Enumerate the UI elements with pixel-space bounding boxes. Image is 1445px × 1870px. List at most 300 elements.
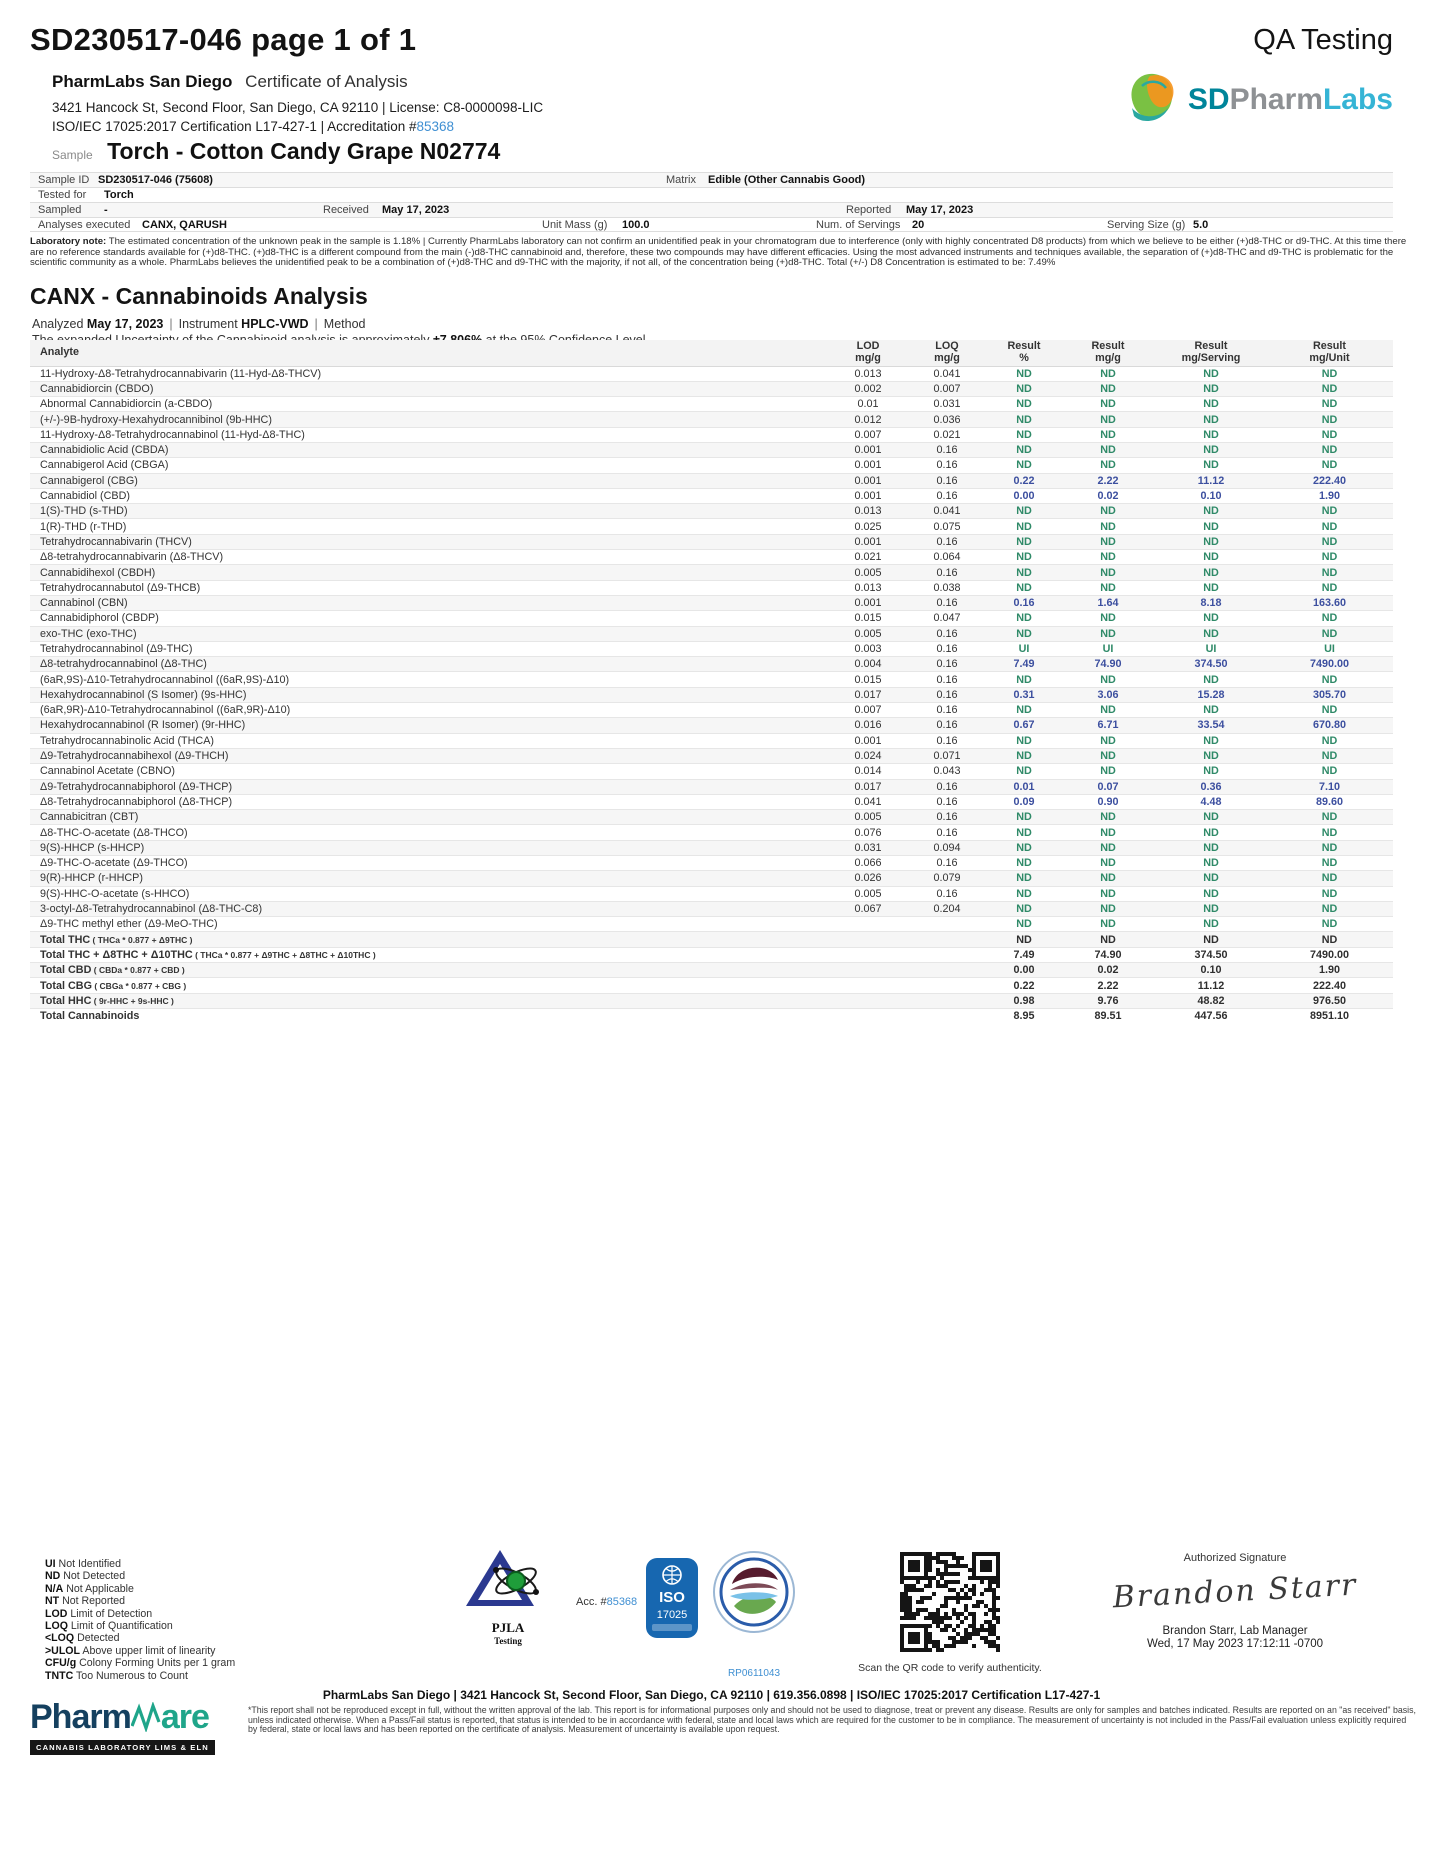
table-body	[30, 366, 1393, 1024]
analyte-result-value: ND	[1156, 397, 1266, 412]
analyte-result-value: ND	[988, 840, 1060, 855]
analyte-row	[30, 794, 1393, 809]
analyte-result-value: ND	[1060, 611, 1156, 626]
analyte-name: Cannabidihexol (CBDH)	[30, 565, 830, 580]
analyte-limit-value: 0.013	[830, 366, 906, 381]
analyte-result-value: 7490.00	[1266, 947, 1393, 962]
pharmware-part1: Pharm	[30, 1698, 131, 1736]
column-header: LOQ mg/g	[906, 340, 988, 366]
analyte-row	[30, 412, 1393, 427]
analyte-limit-value: 0.017	[830, 779, 906, 794]
analyte-result-value: ND	[988, 932, 1060, 947]
analyte-result-value: 374.50	[1156, 947, 1266, 962]
analyte-result-value: ND	[1266, 519, 1393, 534]
analyte-result-value: ND	[1266, 672, 1393, 687]
analyte-result-value: ND	[988, 381, 1060, 396]
analyte-name: Δ9-Tetrahydrocannabihexol (Δ9-THCH)	[30, 748, 830, 763]
analyte-result-value: UI	[988, 641, 1060, 656]
analyte-limit-value: 0.16	[906, 687, 988, 702]
svg-text:ISO: ISO	[659, 1589, 685, 1606]
analyte-result-value: ND	[1060, 840, 1156, 855]
analyte-result-value: ND	[1156, 764, 1266, 779]
analyte-row	[30, 458, 1393, 473]
analyte-result-value: ND	[1266, 764, 1393, 779]
reported-label: Reported	[846, 204, 892, 216]
analyte-name: Total THC + Δ8THC + Δ10THC ( THCa * 0.877 + Δ9THC + Δ8THC + Δ10THC )	[30, 947, 830, 962]
signer-name: Brandon Starr, Lab Manager	[1162, 1625, 1308, 1637]
analyte-result-value: ND	[1060, 565, 1156, 580]
pjla-triangle-atom-icon	[466, 1601, 550, 1618]
analyte-result-value: ND	[988, 366, 1060, 381]
analyte-limit-value: 0.001	[830, 458, 906, 473]
analyte-row	[30, 427, 1393, 442]
analyte-limit-value: 0.005	[830, 886, 906, 901]
analyte-result-value: 0.10	[1156, 488, 1266, 503]
received-label: Received	[323, 204, 369, 216]
analyte-row	[30, 718, 1393, 733]
analyte-result-value: 1.90	[1266, 963, 1393, 978]
reported-value: May 17, 2023	[906, 204, 974, 216]
analyte-limit-value	[830, 978, 906, 993]
analyte-result-value: 0.36	[1156, 779, 1266, 794]
analyte-limit-value: 0.16	[906, 641, 988, 656]
analyte-result-value: ND	[988, 580, 1060, 595]
analyte-result-value: ND	[988, 886, 1060, 901]
analyte-result-value: ND	[1266, 917, 1393, 932]
qa-testing-title: QA Testing	[1253, 24, 1393, 56]
analyte-limit-value: 0.16	[906, 657, 988, 672]
analyte-result-value: UI	[1156, 641, 1266, 656]
analyte-limit-value	[906, 932, 988, 947]
qr-caption: Scan the QR code to verify authenticity.	[858, 1662, 1042, 1674]
pharmware-wave-icon	[131, 1702, 161, 1737]
analyte-result-value: ND	[1060, 733, 1156, 748]
analyte-result-value: ND	[1060, 825, 1156, 840]
analyte-name: Cannabinol (CBN)	[30, 595, 830, 610]
analyte-result-value: 305.70	[1266, 687, 1393, 702]
analyte-result-value: ND	[988, 504, 1060, 519]
analyte-result-value: ND	[988, 550, 1060, 565]
analyte-limit-value: 0.16	[906, 825, 988, 840]
analyte-limit-value: 0.16	[906, 458, 988, 473]
analyte-limit-value: 0.015	[830, 672, 906, 687]
analyte-name: Hexahydrocannabinol (R Isomer) (9r-HHC)	[30, 718, 830, 733]
analyte-result-value: 670.80	[1266, 718, 1393, 733]
analyte-limit-value: 0.001	[830, 473, 906, 488]
analyte-name: Tetrahydrocannabutol (Δ9-THCB)	[30, 580, 830, 595]
analyte-result-value: ND	[1156, 442, 1266, 457]
analyte-row	[30, 595, 1393, 610]
analyte-limit-value: 0.043	[906, 764, 988, 779]
analyte-name: (+/-)-9B-hydroxy-Hexahydrocannibinol (9b-HHC)	[30, 412, 830, 427]
tested-for-label: Tested for	[38, 189, 87, 201]
analyte-result-value: ND	[1156, 611, 1266, 626]
pharmware-logo	[30, 1698, 240, 1755]
analyte-result-value: UI	[1266, 641, 1393, 656]
analyte-result-value: ND	[1060, 856, 1156, 871]
analyte-result-value: 2.22	[1060, 978, 1156, 993]
analyte-limit-value: 0.013	[830, 580, 906, 595]
analyte-limit-value: 0.079	[906, 871, 988, 886]
analyte-result-value: 3.06	[1060, 687, 1156, 702]
analyte-row	[30, 657, 1393, 672]
sdpharmlabs-logo	[1120, 66, 1393, 133]
analyte-result-value: ND	[988, 611, 1060, 626]
footer-contact-line: PharmLabs San Diego | 3421 Hancock St, Second Floor, San Diego, CA 92110 | 619.356.0898 | ISO/IEC 17025:2017 Certification L17-427-1	[322, 1688, 1101, 1702]
analyte-name: Total CBD ( CBDa * 0.877 + CBD )	[30, 963, 830, 978]
analyte-limit-value: 0.001	[830, 733, 906, 748]
legend-item: CFU/g Colony Forming Units per 1 gram	[45, 1657, 236, 1670]
servings-value: 20	[912, 219, 925, 231]
analyte-result-value: ND	[1156, 580, 1266, 595]
analyte-result-value: ND	[1060, 764, 1156, 779]
analyte-result-value: 7490.00	[1266, 657, 1393, 672]
laboratory-note-text: The estimated concentration of the unknown peak in the sample is 1.18% | Currently PharmLabs laboratory can not confirm an unidentified peak in your chromatogram due to interference (only with highly concentrated D8 products) from which we believe to be either (+)d8-THC or d9-THC. At this time there are no reference standards available for (+)d8-THC. (+)d8-THC is a different compound from the main (-)d8-THC cannabinoid and, therefore, these two compounds may have different efficacies. Using the most advanced instruments and techniques available, the separation of (+)d8-THC and d9-THC is problematic for the scientific community as a whole. PharmLabs believes the unidentified peak to be a combination of (+)d8-THC and d9-THC with the majority, if not all, of the concentration being (+)d8-THC. Total (+/-) D8 Concentration is estimated to be: 7.49%	[30, 236, 1407, 269]
analyte-result-value: 1.90	[1266, 488, 1393, 503]
analyte-row	[30, 871, 1393, 886]
matrix-label: Matrix	[666, 174, 696, 186]
analyte-limit-value	[906, 947, 988, 962]
analyte-name: Total CBG ( CBGa * 0.877 + CBG )	[30, 978, 830, 993]
analyte-result-value: ND	[988, 458, 1060, 473]
analyte-limit-value: 0.041	[906, 504, 988, 519]
analyte-result-value: ND	[1156, 856, 1266, 871]
analyte-limit-value: 0.16	[906, 442, 988, 457]
dea-round-logo-icon	[712, 1550, 796, 1639]
analyte-limit-value: 0.16	[906, 718, 988, 733]
analyte-name: Total THC ( THCa * 0.877 + Δ9THC )	[30, 932, 830, 947]
analyte-row	[30, 580, 1393, 595]
analyte-limit-value	[830, 1008, 906, 1023]
analyses-value: CANX, QARUSH	[142, 219, 227, 231]
analyte-result-value: ND	[1266, 397, 1393, 412]
analyte-row	[30, 1008, 1393, 1023]
analyte-result-value: ND	[988, 825, 1060, 840]
analyte-row	[30, 810, 1393, 825]
analyte-result-value: 6.71	[1060, 718, 1156, 733]
analyte-limit-value: 0.007	[906, 381, 988, 396]
analyte-result-value: ND	[1266, 810, 1393, 825]
analyte-limit-value: 0.005	[830, 626, 906, 641]
lab-address	[52, 98, 543, 136]
tested-for-value: Torch	[104, 189, 134, 201]
pharmware-tagline: CANNABIS LABORATORY LIMS & ELN	[30, 1740, 215, 1755]
legend-item: <LOQ Detected	[45, 1632, 120, 1645]
analyte-result-value: UI	[1060, 641, 1156, 656]
analyte-limit-value: 0.025	[830, 519, 906, 534]
analyte-limit-value: 0.075	[906, 519, 988, 534]
analyte-limit-value	[906, 963, 988, 978]
abbreviation-legend	[45, 1558, 235, 1682]
analyte-name: Hexahydrocannabinol (S Isomer) (9s-HHC)	[30, 687, 830, 702]
analyte-result-value: ND	[1156, 917, 1266, 932]
analyte-name: (6aR,9R)-Δ10-Tetrahydrocannabinol ((6aR,9R)-Δ10)	[30, 703, 830, 718]
analyte-limit-value	[906, 978, 988, 993]
sdpharmlabs-logo-icon	[1120, 66, 1182, 133]
analyte-result-value: ND	[988, 427, 1060, 442]
analyte-row	[30, 840, 1393, 855]
analyte-result-value: ND	[1060, 427, 1156, 442]
lab-header	[52, 72, 408, 92]
analyte-limit-value: 0.01	[830, 397, 906, 412]
analyte-result-value: ND	[1266, 381, 1393, 396]
sampled-label: Sampled	[38, 204, 82, 216]
analyte-result-value: 8951.10	[1266, 1008, 1393, 1023]
pjla-sub: Testing	[494, 1636, 522, 1646]
analyte-result-value: ND	[1156, 381, 1266, 396]
analyte-limit-value	[830, 963, 906, 978]
analyte-limit-value: 0.036	[906, 412, 988, 427]
authorized-signature-label: Authorized Signature	[1183, 1552, 1287, 1564]
analyte-result-value: ND	[1060, 397, 1156, 412]
rp-number: RP0611043	[727, 1668, 781, 1679]
acc-number: 85368	[606, 1596, 638, 1608]
analyte-name: Cannabidiphorol (CBDP)	[30, 611, 830, 626]
analyte-name: Cannabidiorcin (CBDO)	[30, 381, 830, 396]
acc-prefix: Acc. #	[576, 1596, 607, 1608]
analyte-result-value: ND	[988, 672, 1060, 687]
serving-size-value: 5.0	[1193, 219, 1209, 231]
analyte-limit-value: 0.047	[906, 611, 988, 626]
column-header: Result mg/g	[1060, 340, 1156, 366]
analyte-limit-value: 0.066	[830, 856, 906, 871]
analyte-result-value: 0.98	[988, 993, 1060, 1008]
analyte-limit-value: 0.007	[830, 427, 906, 442]
analyses-label: Analyses executed	[38, 219, 131, 231]
address-line-1: 3421 Hancock St, Second Floor, San Diego, CA 92110 | License: C8-0000098-LIC	[52, 100, 544, 115]
serving-size-label: Serving Size (g)	[1107, 219, 1186, 231]
analyte-limit-value: 0.16	[906, 473, 988, 488]
sample-header	[52, 138, 500, 165]
analyte-result-value: 4.48	[1156, 794, 1266, 809]
iso-17025-badge-icon	[646, 1558, 698, 1643]
signature: Brandon Starr	[1111, 1567, 1359, 1616]
analyte-result-value: ND	[1266, 932, 1393, 947]
analyte-result-value: ND	[1266, 412, 1393, 427]
analyte-limit-value: 0.014	[830, 764, 906, 779]
legend-item: UI Not Identified	[45, 1558, 121, 1570]
analyte-result-value: ND	[988, 397, 1060, 412]
analyte-result-value: ND	[1060, 703, 1156, 718]
analyte-limit-value: 0.004	[830, 657, 906, 672]
analyte-result-value: ND	[1156, 427, 1266, 442]
analyte-limit-value: 0.016	[830, 718, 906, 733]
analyte-result-value: ND	[1060, 458, 1156, 473]
analyte-row	[30, 473, 1393, 488]
analyte-limit-value	[830, 932, 906, 947]
svg-text:17025: 17025	[656, 1609, 688, 1621]
analyte-name: Δ9-Tetrahydrocannabiphorol (Δ9-THCP)	[30, 779, 830, 794]
analyte-result-value: 0.22	[988, 978, 1060, 993]
logo-sd-text: SD	[1187, 82, 1230, 116]
meta-row-sample-id	[30, 172, 1393, 187]
analyte-name: 9(S)-HHCP (s-HHCP)	[30, 840, 830, 855]
analyte-result-value: 7.10	[1266, 779, 1393, 794]
analyte-row	[30, 856, 1393, 871]
cannabinoids-table	[30, 340, 1393, 1024]
analyte-result-value: ND	[988, 764, 1060, 779]
analyte-result-value: ND	[1156, 458, 1266, 473]
analyte-row	[30, 886, 1393, 901]
sample-label: Sample	[52, 148, 93, 162]
logo-labs-text: Labs	[1322, 82, 1393, 116]
analyte-limit-value: 0.16	[906, 534, 988, 549]
analyte-result-value: ND	[988, 519, 1060, 534]
analyte-result-value: ND	[1266, 442, 1393, 457]
analyte-limit-value: 0.16	[906, 810, 988, 825]
analyte-result-value: ND	[1060, 381, 1156, 396]
analyte-result-value: ND	[988, 748, 1060, 763]
analyte-result-value: 11.12	[1156, 978, 1266, 993]
analyte-limit-value: 0.16	[906, 565, 988, 580]
analyte-result-value: 89.60	[1266, 794, 1393, 809]
analyte-limit-value: 0.005	[830, 810, 906, 825]
analyte-result-value: 0.22	[988, 473, 1060, 488]
report-id-title: SD230517-046 page 1 of 1	[30, 22, 417, 57]
analyte-result-value: 976.50	[1266, 993, 1393, 1008]
analyte-name: 11-Hydroxy-Δ8-Tetrahydrocannabinol (11-Hyd-Δ8-THC)	[30, 427, 830, 442]
analyte-result-value: ND	[1060, 917, 1156, 932]
analyte-result-value: 0.00	[988, 963, 1060, 978]
analyte-result-value: 74.90	[1060, 947, 1156, 962]
analyte-row	[30, 703, 1393, 718]
laboratory-note	[30, 237, 1420, 269]
analyte-result-value: 163.60	[1266, 595, 1393, 610]
analyte-name: Δ9-THC-O-acetate (Δ9-THCO)	[30, 856, 830, 871]
instrument-value: HPLC-VWD	[241, 317, 309, 331]
analyte-limit-value: 0.015	[830, 611, 906, 626]
analyte-result-value: 0.10	[1156, 963, 1266, 978]
analyte-limit-value: 0.013	[830, 504, 906, 519]
legend-item: TNTC Too Numerous to Count	[45, 1669, 188, 1682]
analyte-limit-value: 0.021	[906, 427, 988, 442]
analyte-result-value: ND	[1156, 550, 1266, 565]
analyte-result-value: ND	[1156, 672, 1266, 687]
analyte-name: Δ8-THC-O-acetate (Δ8-THCO)	[30, 825, 830, 840]
analyte-name: Cannabidiol (CBD)	[30, 488, 830, 503]
analyte-result-value: ND	[1266, 550, 1393, 565]
analyte-row	[30, 641, 1393, 656]
analyte-result-value: ND	[1266, 748, 1393, 763]
analyte-result-value: ND	[1266, 580, 1393, 595]
analyte-result-value: ND	[1156, 901, 1266, 916]
analyte-result-value: ND	[1156, 886, 1266, 901]
analyte-result-value: ND	[1156, 366, 1266, 381]
analyte-row	[30, 366, 1393, 381]
analyte-result-value: ND	[1060, 871, 1156, 886]
analyte-limit-value: 0.001	[830, 442, 906, 457]
analyte-name: Cannabigerol Acid (CBGA)	[30, 458, 830, 473]
analyte-result-value: ND	[1266, 901, 1393, 916]
analyte-name: 11-Hydroxy-Δ8-Tetrahydrocannabivarin (11-Hyd-Δ8-THCV)	[30, 366, 830, 381]
analyte-result-value: ND	[1156, 534, 1266, 549]
analyte-result-value: 0.67	[988, 718, 1060, 733]
analyte-result-value: 48.82	[1156, 993, 1266, 1008]
pjla-accreditation	[576, 1596, 637, 1608]
analyte-result-value: ND	[988, 626, 1060, 641]
analyte-result-value: 89.51	[1060, 1008, 1156, 1023]
analyte-row	[30, 947, 1393, 962]
analyte-limit-value: 0.002	[830, 381, 906, 396]
analyte-name: Δ8-tetrahydrocannabinol (Δ8-THC)	[30, 657, 830, 672]
analyte-row	[30, 978, 1393, 993]
laboratory-note-label: Laboratory note:	[30, 236, 107, 247]
analyte-result-value: ND	[988, 856, 1060, 871]
analyte-result-value: ND	[1156, 504, 1266, 519]
column-header: Result mg/Unit	[1266, 340, 1393, 366]
analyte-result-value: ND	[1060, 901, 1156, 916]
analyte-result-value: 0.07	[1060, 779, 1156, 794]
analyte-row	[30, 993, 1393, 1008]
analyte-result-value: 0.09	[988, 794, 1060, 809]
analyte-name: Abnormal Cannabidiorcin (a-CBDO)	[30, 397, 830, 412]
signature-block	[1075, 1552, 1395, 1650]
analyte-result-value: ND	[1156, 810, 1266, 825]
analyte-limit-value: 0.16	[906, 672, 988, 687]
analyte-result-value: ND	[1060, 366, 1156, 381]
analyte-name: Δ8-tetrahydrocannabivarin (Δ8-THCV)	[30, 550, 830, 565]
column-header: Result %	[988, 340, 1060, 366]
legend-item: ND Not Detected	[45, 1570, 126, 1583]
unit-mass-value: 100.0	[622, 219, 650, 231]
servings-label: Num. of Servings	[816, 219, 901, 231]
column-header: Result mg/Serving	[1156, 340, 1266, 366]
sdpharmlabs-wordmark	[1188, 83, 1393, 117]
separator: |	[314, 317, 318, 331]
analyte-limit-value: 0.064	[906, 550, 988, 565]
analyte-name: Δ9-THC methyl ether (Δ9-MeO-THC)	[30, 917, 830, 932]
analyte-result-value: 11.12	[1156, 473, 1266, 488]
legend-item: LOQ Limit of Quantification	[45, 1620, 173, 1633]
analyte-limit-value: 0.005	[830, 565, 906, 580]
analyte-result-value: ND	[1156, 519, 1266, 534]
analyte-result-value: ND	[988, 810, 1060, 825]
logo-pharm-text: Pharm	[1229, 82, 1323, 116]
analyte-result-value: ND	[988, 733, 1060, 748]
analyte-limit-value: 0.16	[906, 856, 988, 871]
analyte-result-value: 74.90	[1060, 657, 1156, 672]
analyte-limit-value: 0.16	[906, 733, 988, 748]
address-line-2	[52, 117, 543, 136]
analyte-name: Tetrahydrocannabinolic Acid (THCA)	[30, 733, 830, 748]
analyte-result-value: ND	[1266, 366, 1393, 381]
meta-row-analyses	[30, 217, 1393, 232]
sampled-value: -	[104, 204, 108, 216]
analyte-result-value: 8.95	[988, 1008, 1060, 1023]
analyte-result-value: ND	[1266, 840, 1393, 855]
analyte-result-value: ND	[988, 412, 1060, 427]
legend-item: LOD Limit of Detection	[45, 1607, 153, 1620]
analyte-limit-value	[830, 993, 906, 1008]
analyte-result-value: ND	[988, 703, 1060, 718]
meta-row-dates	[30, 202, 1393, 217]
analyte-result-value: ND	[1156, 565, 1266, 580]
analyte-row	[30, 748, 1393, 763]
pjla-name: PJLA	[491, 1620, 525, 1635]
analyte-result-value: ND	[1266, 427, 1393, 442]
meta-row-tested-for	[30, 187, 1393, 202]
analyte-result-value: 222.40	[1266, 473, 1393, 488]
certification-text: ISO/IEC 17025:2017 Certification L17-427-1 | Accreditation #	[52, 119, 417, 134]
analyte-row	[30, 442, 1393, 457]
analyte-result-value: 7.49	[988, 947, 1060, 962]
analyte-name: Cannabicitran (CBT)	[30, 810, 830, 825]
analyte-name: Total Cannabinoids	[30, 1008, 830, 1023]
analyte-limit-value	[830, 947, 906, 962]
analyte-result-value: 33.54	[1156, 718, 1266, 733]
analyte-name: 9(S)-HHC-O-acetate (s-HHCO)	[30, 886, 830, 901]
sample-id-label: Sample ID	[38, 174, 90, 186]
